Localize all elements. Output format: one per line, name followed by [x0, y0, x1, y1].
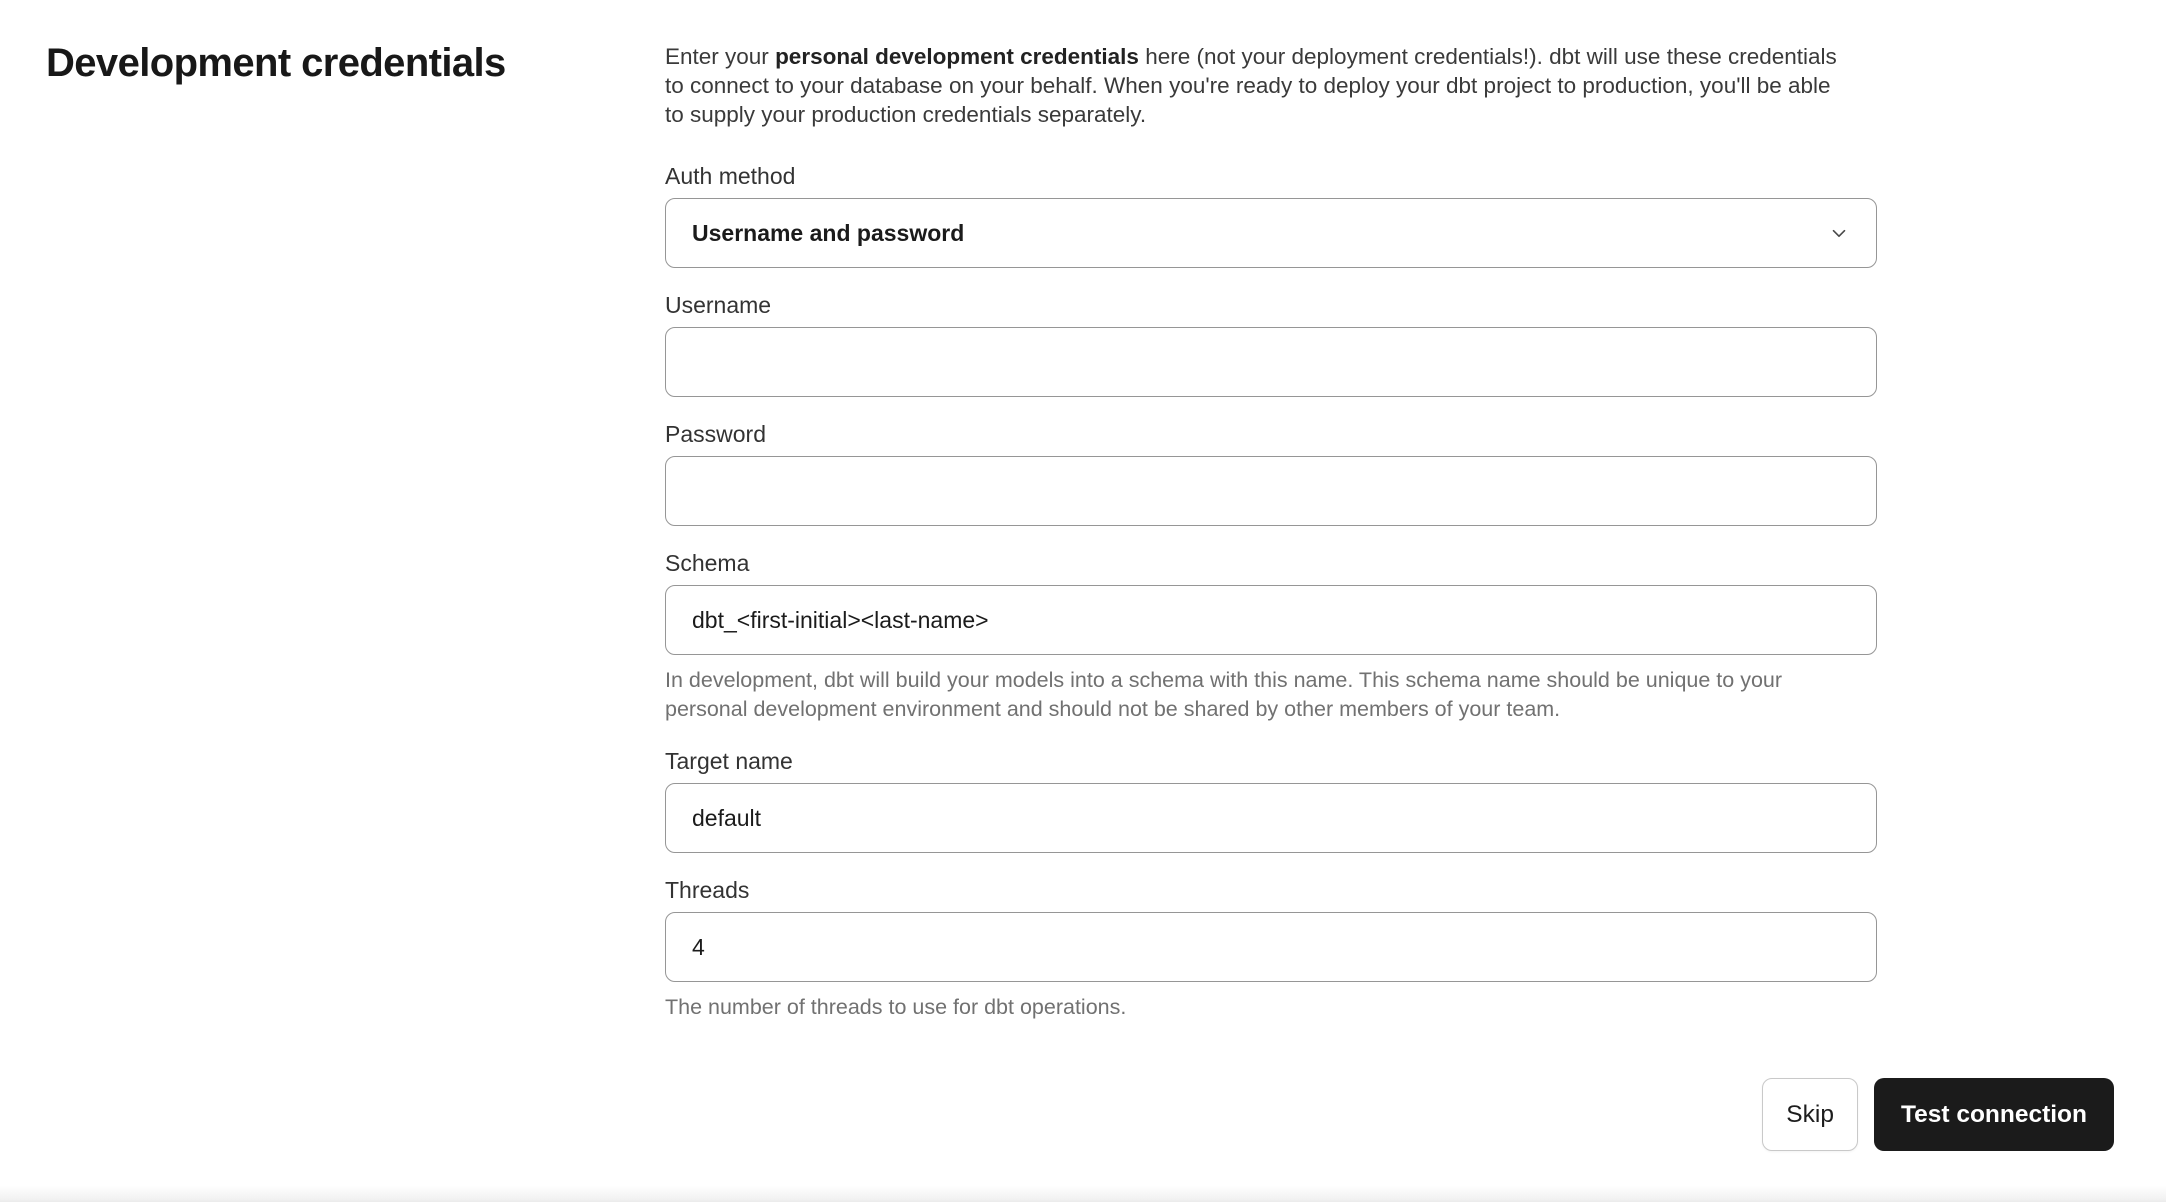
target-name-label: Target name — [665, 748, 793, 774]
username-input[interactable] — [665, 327, 1877, 397]
threads-field — [665, 877, 1877, 1022]
chevron-down-icon — [1828, 222, 1850, 244]
auth-method-selected-value: Username and password — [692, 219, 965, 246]
target-name-input[interactable] — [665, 783, 1877, 853]
schema-label: Schema — [665, 550, 750, 576]
intro-text-pre: Enter your — [665, 44, 776, 69]
schema-help-text: In development, dbt will build your models into a schema with this name. This schema name should be unique to your personal development environment and should not be shared by other members of your team. — [665, 668, 1783, 721]
threads-help-text: The number of threads to use for dbt operations. — [665, 995, 1127, 1019]
target-name-field — [665, 748, 1877, 853]
bottom-page-edge — [0, 1186, 2166, 1202]
schema-input[interactable] — [665, 585, 1877, 655]
username-field — [665, 292, 1877, 397]
test-connection-button[interactable]: Test connection — [1874, 1078, 2114, 1151]
threads-label: Threads — [665, 877, 750, 903]
skip-button[interactable]: Skip — [1762, 1078, 1858, 1151]
page-title: Development credentials — [46, 41, 506, 85]
intro-text-bold: personal development credentials — [775, 44, 1139, 69]
password-input[interactable] — [665, 456, 1877, 526]
auth-method-select[interactable] — [665, 198, 1877, 268]
intro-text — [665, 42, 1847, 129]
password-label: Password — [665, 421, 766, 447]
password-field — [665, 421, 1877, 526]
schema-field — [665, 550, 1877, 724]
auth-method-field — [665, 163, 1877, 268]
footer-actions — [1762, 1078, 2114, 1151]
username-label: Username — [665, 292, 772, 318]
form-column — [665, 40, 1877, 1046]
threads-input[interactable] — [665, 912, 1877, 982]
auth-method-label: Auth method — [665, 163, 796, 189]
title-column — [46, 40, 665, 86]
intro-text-post: here (not your deployment credentials!). dbt will use these credentials to connect to your database on your behalf. When you're ready to deploy your dbt project to production, you'll be able to supply your production credentials separately. — [665, 44, 1837, 127]
